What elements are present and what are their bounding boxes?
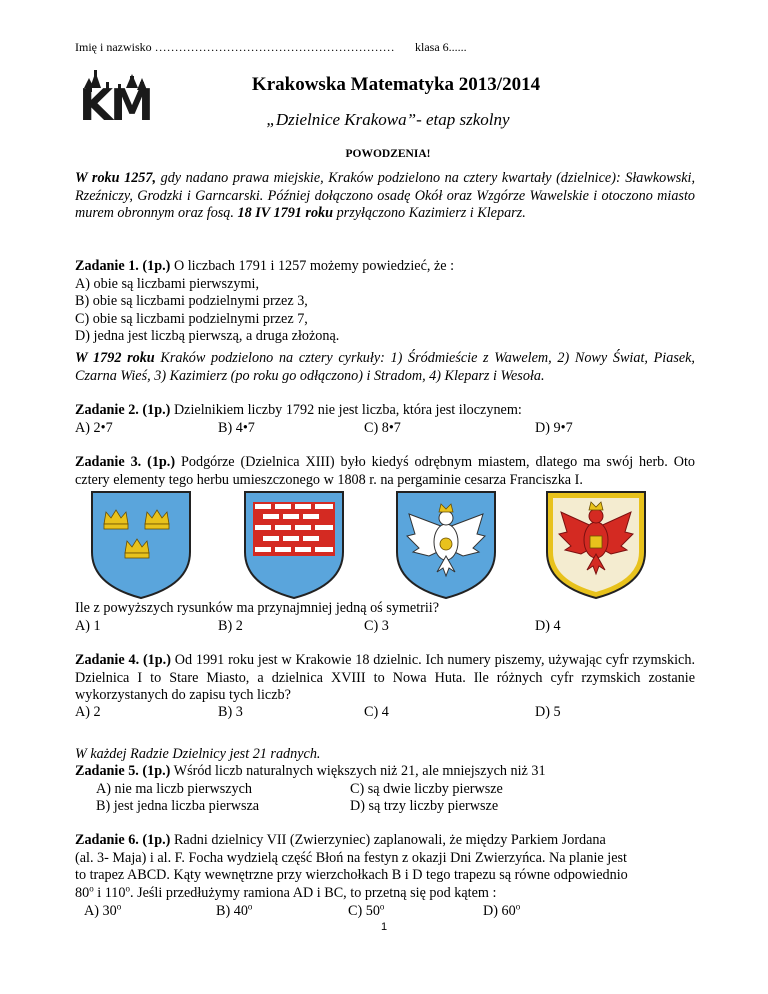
task-5 <box>75 763 695 781</box>
intro-paragraph-1 <box>75 170 695 223</box>
page-subtitle: „Dzielnice Krakowa”- etap szkolny <box>266 110 510 129</box>
task-6-label: Zadanie 6. (1p.) <box>75 832 171 848</box>
task-5-option-c: C) są dwie liczby pierwsze <box>350 781 503 797</box>
task-2-label: Zadanie 2. (1p.) <box>75 402 171 418</box>
task-1 <box>75 258 695 346</box>
intro-paragraph-2 <box>75 350 695 385</box>
task-4-option-c: C) 4 <box>364 704 389 720</box>
task-6-line-2: (al. 3- Maja) i al. F. Focha wydzielą część Błoń na festyn z okazji Dni Zwierzyńca. Na planie jest <box>75 849 627 866</box>
page-number: 1 <box>380 921 388 933</box>
task-6-option-c: C) 50$^o$ <box>348 901 385 919</box>
greeting: POWODZENIA! <box>345 148 431 160</box>
task-6-line-3: to trapez ABCD. Kąty wewnętrzne przy wierzchołkach B i D tego trapezu są równe odpowiednio <box>75 867 628 883</box>
task-2 <box>75 402 695 420</box>
task-4 <box>75 652 695 705</box>
task-3-after: Ile z powyższych rysunków ma przynajmniej jedną oś symetrii? <box>75 600 440 616</box>
task-6-option-b: B) 40$^o$ <box>216 901 253 919</box>
task-5-label: Zadanie 5. (1p.) <box>75 763 171 779</box>
task-1-option-d: D) jedna jest liczbą pierwszą, a druga złożoną. <box>75 328 340 344</box>
page-title: Krakowska Matematyka 2013/2014 <box>251 74 541 95</box>
task-2-option-c: C) 8•7 <box>364 420 401 436</box>
shield-checkered <box>245 492 343 598</box>
task-4-option-b: B) 3 <box>218 704 243 720</box>
task-3-question: Podgórze (Dzielnica XIII) było kiedyś odrębnym miastem, dlatego ma swój herb. Oto cztery elementy tego herbu umieszczonego w 1808 r. na pergaminie cesarza Franciszka I. <box>75 454 695 488</box>
coat-of-arms-elements <box>90 490 650 600</box>
intro-text-2: Kraków podzielono na cztery cyrkuły: 1) Śródmieście z Wawelem, 2) Nowy Świat, Piasek, Czarna Wieś, 3) Kazimierz (po roku go odłączono) i Stradom, 4) Kleparz i Wesoła. <box>75 350 695 384</box>
task-1-option-b: B) obie są liczbami podzielnymi przez 3, <box>75 293 308 309</box>
shield-white-eagle <box>397 492 495 598</box>
intro-year-1792: W 1792 roku <box>75 350 155 366</box>
task-3-option-b: B) 2 <box>218 618 243 634</box>
task-4-question: Od 1991 roku jest w Krakowie 18 dzielnic. Ich numery piszemy, używając cyfr rzymskich. Dzielnica I to Stare Miasto, a dzielnica XVIII to Nowa Huta. Ile różnych cyfr rzymskich zostanie wykorzystanych do zapisu tych liczb? <box>75 652 695 703</box>
task-2-question: Dzielnikiem liczby 1792 nie jest liczba, która jest iloczynem: <box>170 402 522 418</box>
task-2-option-a: A) 2•7 <box>75 420 113 436</box>
task-6 <box>75 832 715 902</box>
task-3-option-d: D) 4 <box>535 618 561 634</box>
intro-date-1791: 18 IV 1791 roku <box>237 205 334 221</box>
intro-year-1257: W roku 1257, <box>75 170 157 186</box>
task-4-option-a: A) 2 <box>75 704 101 720</box>
task-5-option-a: A) nie ma liczb pierwszych <box>96 781 253 797</box>
task-2-option-b: B) 4•7 <box>218 420 255 436</box>
task-3-option-a: A) 1 <box>75 618 101 634</box>
task-5-option-d: D) są trzy liczby pierwsze <box>350 798 499 814</box>
task-1-option-a: A) obie są liczbami pierwszymi, <box>75 275 259 292</box>
task-6-option-a: A) 30$^o$ <box>84 901 122 919</box>
task-3-option-c: C) 3 <box>364 618 389 634</box>
task-4-label: Zadanie 4. (1p.) <box>75 652 171 668</box>
task-4-option-d: D) 5 <box>535 704 561 720</box>
shield-red-eagle <box>547 492 645 598</box>
task-1-option-c: C) obie są liczbami podzielnymi przez 7, <box>75 310 308 327</box>
task-6-option-d: D) 60$^o$ <box>483 901 521 919</box>
task-1-question: O liczbach 1791 i 1257 możemy powiedzieć, że : <box>170 258 455 274</box>
shield-crowns <box>92 492 190 598</box>
task-5-question: Wśród liczb naturalnych większych niż 21, ale mniejszych niż 31 <box>170 763 546 779</box>
intro-paragraph-3: W każdej Radzie Dzielnicy jest 21 radnych. <box>75 746 321 762</box>
task-6-line-1: Radni dzielnicy VII (Zwierzyniec) zaplanowali, że między Parkiem Jordana <box>170 832 606 848</box>
task-5-option-b: B) jest jedna liczba pierwsza <box>96 798 260 814</box>
intro-text-1: gdy nadano prawa miejskie, Kraków podzielono na cztery kwartały (dzielnice): Sławkowski, Rzeźniczy, Grodzki i Garncarski. Później dołączono osadę Okół oraz Wzgórze Wawelskie i otoczono miasto murem obronnym oraz fosą. <box>75 170 695 221</box>
task-2-option-d: D) 9•7 <box>535 420 573 436</box>
task-3 <box>75 454 695 489</box>
task-6-line-4: 80$^o$ i 110$^o$. Jeśli przedłużymy ramiona AD i BC, to przetną się pod kątem : <box>75 882 497 901</box>
intro-text-1b: przyłączono Kazimierz i Kleparz. <box>333 205 526 221</box>
task-3-label: Zadanie 3. (1p.) <box>75 454 176 470</box>
class-field: klasa 6...... <box>415 40 467 54</box>
logo-text: KM <box>79 80 151 131</box>
name-field: Imię i nazwisko …………………………………………………… <box>75 40 395 54</box>
task-1-label: Zadanie 1. (1p.) <box>75 258 171 274</box>
